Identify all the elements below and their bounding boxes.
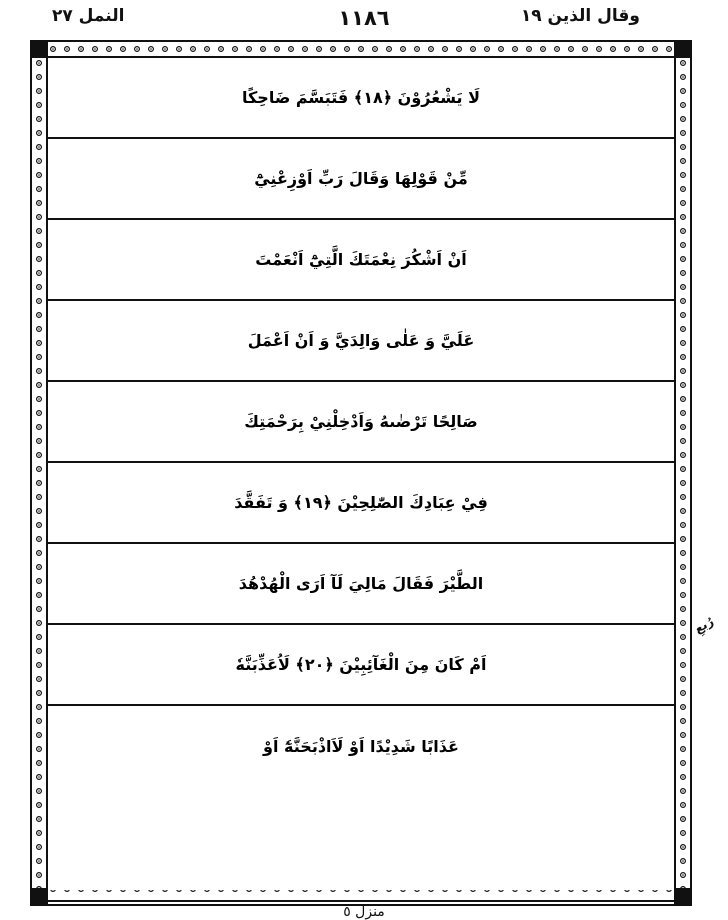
surah-name: النمل ٢٧ [52,6,125,26]
verse-line: الطَّيْرَ فَقَالَ مَالِيَ لَآ اَرَى الْهُدْهُدَ [48,544,674,625]
verse-line: عَذَابًا شَدِيْدًا اَوْ لَاَاذْبَحَنَّهٗٓ اَوْ [263,737,459,756]
verse-line: اَنْ اَشْكُرَ نِعْمَتَكَ الَّتِيْٓ اَنْعَمْتَ [48,220,674,301]
verse-line: فِيْ عِبَادِكَ الصّٰلِحِيْنَ ﴿١٩﴾ وَ تَفَقَّدَ [48,463,674,544]
juz-name: وقال الذين ١٩ [520,6,640,26]
verse-line: مِّنْ قَوْلِهَا وَقَالَ رَبِّ اَوْزِعْنِيْٓ [48,139,674,220]
rub-marker: رُبعِ [691,614,716,636]
verse-lines [48,58,674,787]
manzil-footer: منزل ٥ [343,904,385,920]
page-number: ١١٨٦ [338,6,390,30]
verse-line: اَمْ كَانَ مِنَ الْغَآئِبِيْنَ ﴿٢٠﴾ لَاُعَذِّبَنَّهٗ [48,625,674,706]
verse-line: صَالِحًا تَرْضٰىهُ وَاَدْخِلْنِيْ بِرَحْمَتِكَ [48,382,674,463]
verse-line: لَا يَشْعُرُوْنَ ﴿١٨﴾ فَتَبَسَّمَ ضَاحِكًا [48,58,674,139]
verse-line: عَلَيَّ وَ عَلٰى وَالِدَيَّ وَ اَنْ اَعْمَلَ [48,301,674,382]
